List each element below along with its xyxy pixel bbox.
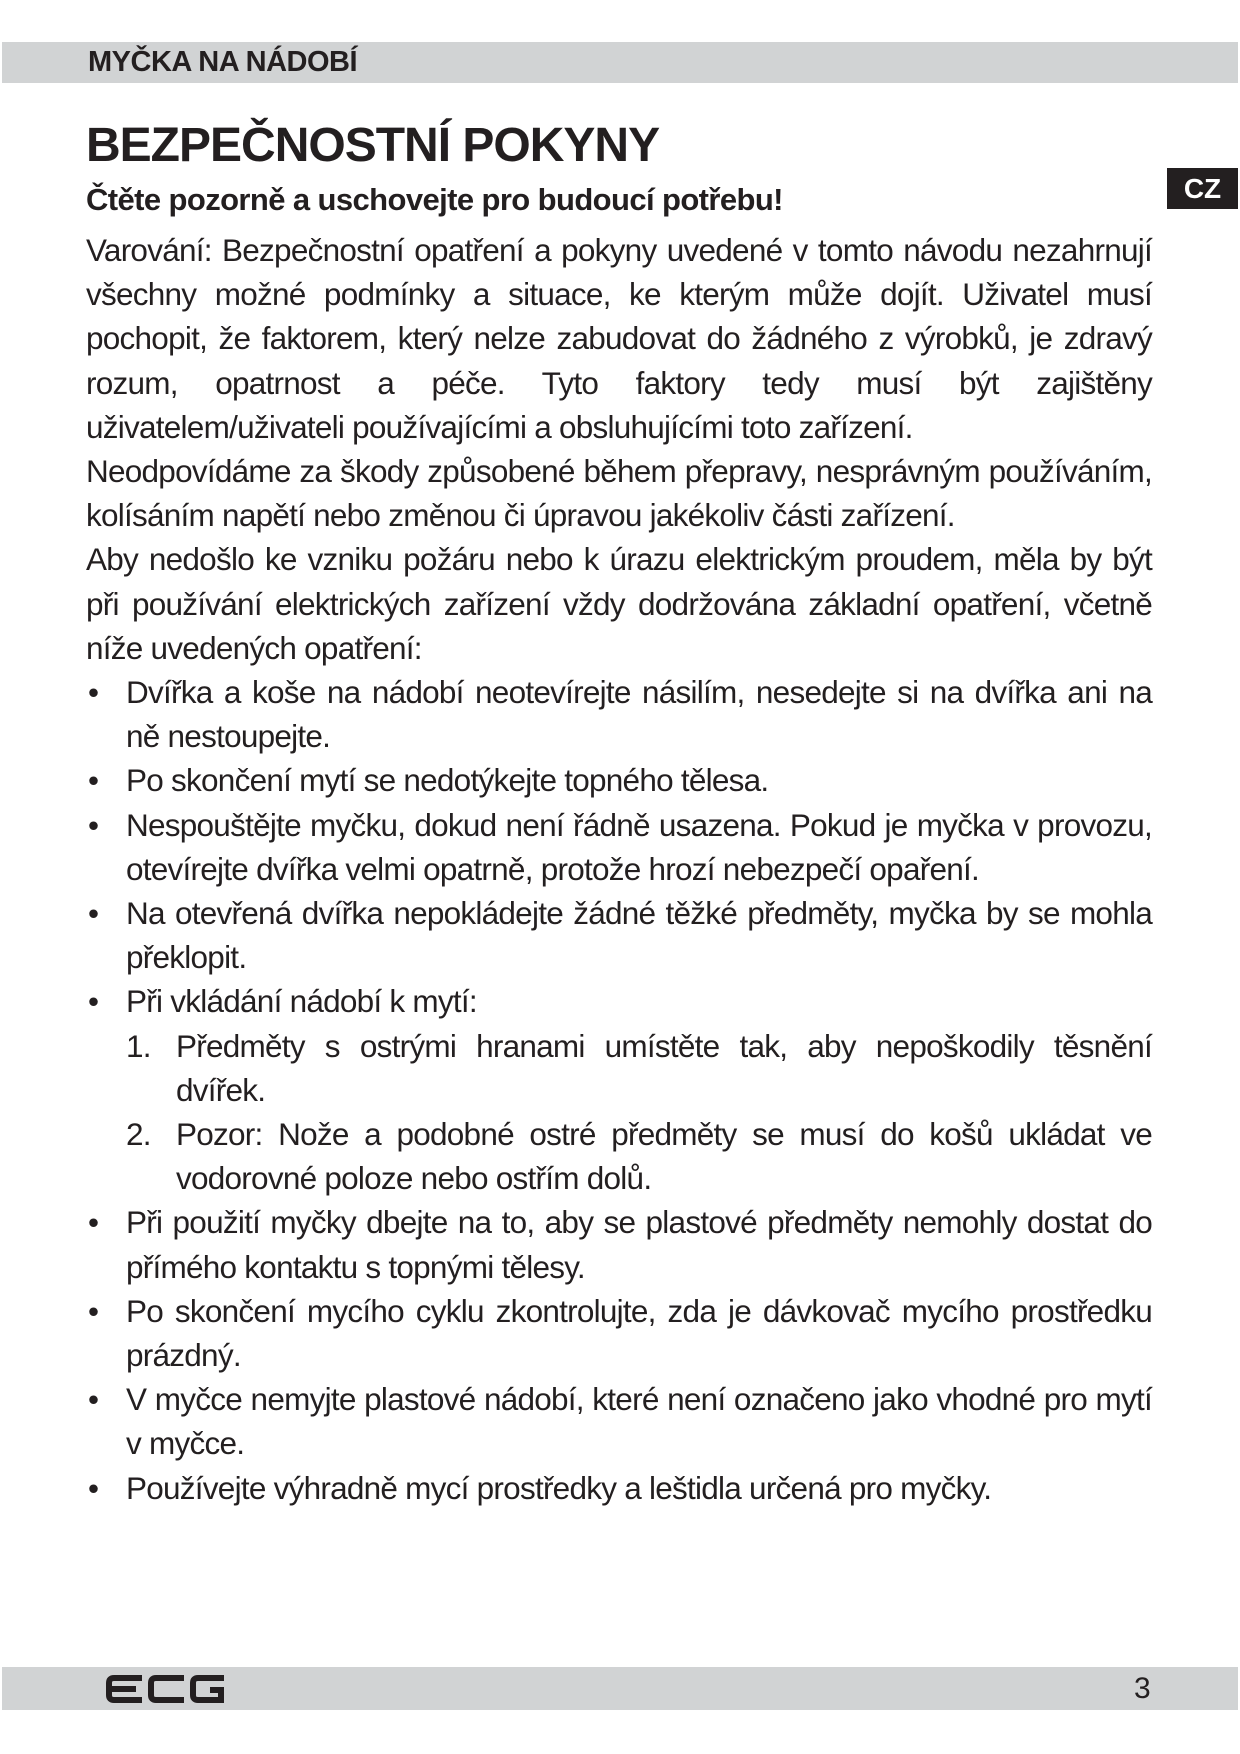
ecg-logo — [106, 1675, 226, 1703]
item-number: 2. — [126, 1116, 151, 1153]
list-item-text: Nespouštějte myčku, dokud není řádně usazena. Pokud je myčka v provozu, otevírejte dvířka velmi opatrně, protože hrozí nebezpečí opaření. — [126, 806, 1152, 887]
list-item — [86, 670, 1152, 758]
list-item — [86, 1377, 1152, 1465]
numbered-item — [126, 1112, 1152, 1200]
body-text — [86, 228, 1152, 1510]
list-item — [86, 979, 1152, 1200]
list-item-text: Používejte výhradně mycí prostředky a leštidla určená pro myčky. — [126, 1469, 992, 1506]
paragraph: Neodpovídáme za škody způsobené během přepravy, nesprávným používáním, kolísáním napětí nebo změnou či úpravou jakékoliv části zařízení. — [86, 453, 1152, 534]
list-item-text: Při vkládání nádobí k mytí: — [126, 983, 477, 1020]
paragraph: Varování: Bezpečnostní opatření a pokyny uvedené v tomto návodu nezahrnují všechny možné podmínky a situace, ke kterým může dojít. Uživatel musí pochopit, že faktorem, který nelze zabudovat do žádného z výrobků, je zdravý rozum, opatrnost a péče. Tyto faktory tedy musí být zajištěny uživatelem/uživateli používajícími a obsluhujícími toto zařízení. — [86, 232, 1152, 445]
paragraph: Aby nedošlo ke vzniku požáru nebo k úrazu elektrickým proudem, měla by být při používání elektrických zařízení vždy dodržována základní opatření, včetně níže uvedených opatření: — [86, 541, 1152, 666]
list-item-text: Dvířka a koše na nádobí neotevírejte násilím, nesedejte si na dvířka ani na ně nestoupejte. — [126, 674, 1152, 755]
numbered-item — [126, 1024, 1152, 1112]
bullet-icon: • — [88, 1381, 99, 1418]
list-item — [86, 1289, 1152, 1377]
bullet-icon: • — [88, 1204, 99, 1241]
item-number: 1. — [126, 1027, 151, 1064]
page-number: 3 — [1134, 1672, 1151, 1705]
list-item-text: Po skončení mytí se nedotýkejte topného tělesa. — [126, 762, 769, 799]
list-item — [86, 758, 1152, 802]
list-item-text: Po skončení mycího cyklu zkontrolujte, zda je dávkovač mycího prostředku prázdný. — [126, 1292, 1152, 1374]
list-item — [86, 1200, 1152, 1288]
subtitle: Čtěte pozorně a uschovejte pro budoucí potřebu! — [86, 182, 783, 217]
safety-list — [86, 670, 1152, 1510]
language-tab: CZ — [1167, 168, 1238, 209]
list-item — [86, 891, 1152, 979]
list-item-text: V myčce nemyjte plastové nádobí, které není označeno jako vhodné pro mytí v myčce. — [126, 1381, 1152, 1462]
numbered-item-text: Pozor: Nože a podobné ostré předměty se musí do košů ukládat ve vodorovné poloze nebo ostřím dolů. — [176, 1116, 1152, 1197]
list-item-text: Při použití myčky dbejte na to, aby se plastové předměty nemohly dostat do přímého kontaktu s topnými tělesy. — [126, 1204, 1152, 1285]
section-title: MYČKA NA NÁDOBÍ — [88, 46, 358, 78]
list-item — [86, 803, 1152, 891]
footer-bar — [2, 1667, 1238, 1710]
page-title: BEZPEČNOSTNÍ POKYNY — [86, 119, 660, 172]
bullet-icon: • — [88, 762, 99, 799]
numbered-list — [126, 1024, 1152, 1201]
bullet-icon: • — [88, 1469, 99, 1506]
bullet-icon: • — [88, 1292, 99, 1329]
bullet-icon: • — [88, 983, 99, 1020]
numbered-item-text: Předměty s ostrými hranami umístěte tak, aby nepoškodily těsnění dvířek. — [176, 1027, 1152, 1108]
bullet-icon: • — [88, 895, 99, 932]
header-bar — [2, 42, 1238, 83]
list-item — [86, 1466, 1152, 1510]
list-item-text: Na otevřená dvířka nepokládejte žádné těžké předměty, myčka by se mohla překlopit. — [126, 895, 1152, 976]
bullet-icon: • — [88, 674, 99, 711]
bullet-icon: • — [88, 806, 99, 843]
